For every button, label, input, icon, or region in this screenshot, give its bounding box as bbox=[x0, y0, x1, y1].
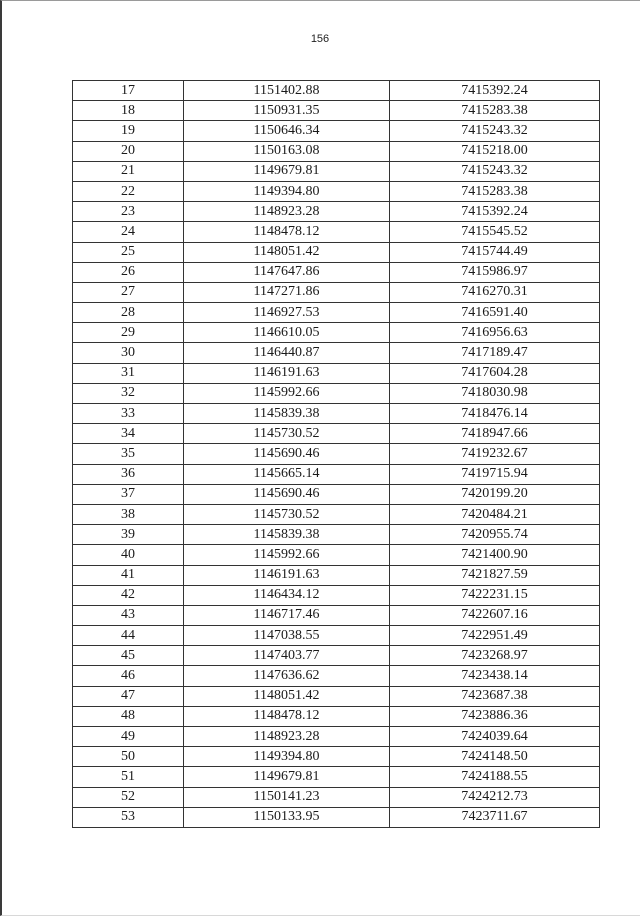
y-coordinate-cell: 7422231.15 bbox=[390, 585, 600, 605]
x-coordinate-cell: 1146610.05 bbox=[184, 323, 390, 343]
x-coordinate-cell: 1150133.95 bbox=[184, 807, 390, 827]
y-coordinate-cell: 7415218.00 bbox=[390, 141, 600, 161]
table-row bbox=[73, 666, 600, 686]
y-coordinate-cell: 7416956.63 bbox=[390, 323, 600, 343]
table-row bbox=[73, 383, 600, 403]
point-number-cell: 47 bbox=[73, 686, 184, 706]
table-row bbox=[73, 525, 600, 545]
y-coordinate-cell: 7423268.97 bbox=[390, 646, 600, 666]
coordinates-table-body bbox=[73, 81, 600, 828]
y-coordinate-cell: 7418030.98 bbox=[390, 383, 600, 403]
point-number-cell: 33 bbox=[73, 404, 184, 424]
table-row bbox=[73, 101, 600, 121]
point-number-cell: 18 bbox=[73, 101, 184, 121]
y-coordinate-cell: 7415986.97 bbox=[390, 262, 600, 282]
y-coordinate-cell: 7421400.90 bbox=[390, 545, 600, 565]
y-coordinate-cell: 7419715.94 bbox=[390, 464, 600, 484]
x-coordinate-cell: 1147038.55 bbox=[184, 626, 390, 646]
table-row bbox=[73, 545, 600, 565]
point-number-cell: 43 bbox=[73, 605, 184, 625]
x-coordinate-cell: 1145992.66 bbox=[184, 545, 390, 565]
point-number-cell: 48 bbox=[73, 706, 184, 726]
x-coordinate-cell: 1146927.53 bbox=[184, 303, 390, 323]
y-coordinate-cell: 7418947.66 bbox=[390, 424, 600, 444]
point-number-cell: 53 bbox=[73, 807, 184, 827]
y-coordinate-cell: 7420955.74 bbox=[390, 525, 600, 545]
x-coordinate-cell: 1149394.80 bbox=[184, 747, 390, 767]
y-coordinate-cell: 7416270.31 bbox=[390, 282, 600, 302]
point-number-cell: 19 bbox=[73, 121, 184, 141]
page-number: 156 bbox=[310, 33, 330, 45]
coordinates-table bbox=[72, 80, 600, 828]
y-coordinate-cell: 7417189.47 bbox=[390, 343, 600, 363]
table-row bbox=[73, 141, 600, 161]
x-coordinate-cell: 1146440.87 bbox=[184, 343, 390, 363]
table-row bbox=[73, 626, 600, 646]
table-row bbox=[73, 565, 600, 585]
y-coordinate-cell: 7415283.38 bbox=[390, 101, 600, 121]
table-row bbox=[73, 444, 600, 464]
table-row bbox=[73, 262, 600, 282]
point-number-cell: 28 bbox=[73, 303, 184, 323]
x-coordinate-cell: 1149679.81 bbox=[184, 767, 390, 787]
x-coordinate-cell: 1150931.35 bbox=[184, 101, 390, 121]
y-coordinate-cell: 7424039.64 bbox=[390, 727, 600, 747]
table-row bbox=[73, 686, 600, 706]
point-number-cell: 36 bbox=[73, 464, 184, 484]
table-row bbox=[73, 202, 600, 222]
y-coordinate-cell: 7424148.50 bbox=[390, 747, 600, 767]
x-coordinate-cell: 1146434.12 bbox=[184, 585, 390, 605]
x-coordinate-cell: 1145992.66 bbox=[184, 383, 390, 403]
point-number-cell: 39 bbox=[73, 525, 184, 545]
point-number-cell: 22 bbox=[73, 181, 184, 201]
x-coordinate-cell: 1151402.88 bbox=[184, 81, 390, 101]
x-coordinate-cell: 1149394.80 bbox=[184, 181, 390, 201]
y-coordinate-cell: 7416591.40 bbox=[390, 303, 600, 323]
point-number-cell: 27 bbox=[73, 282, 184, 302]
table-row bbox=[73, 646, 600, 666]
point-number-cell: 40 bbox=[73, 545, 184, 565]
point-number-cell: 26 bbox=[73, 262, 184, 282]
table-row bbox=[73, 323, 600, 343]
point-number-cell: 44 bbox=[73, 626, 184, 646]
table-row bbox=[73, 767, 600, 787]
y-coordinate-cell: 7420199.20 bbox=[390, 484, 600, 504]
y-coordinate-cell: 7423438.14 bbox=[390, 666, 600, 686]
x-coordinate-cell: 1148478.12 bbox=[184, 222, 390, 242]
x-coordinate-cell: 1148478.12 bbox=[184, 706, 390, 726]
point-number-cell: 23 bbox=[73, 202, 184, 222]
x-coordinate-cell: 1145665.14 bbox=[184, 464, 390, 484]
point-number-cell: 51 bbox=[73, 767, 184, 787]
x-coordinate-cell: 1147647.86 bbox=[184, 262, 390, 282]
y-coordinate-cell: 7423687.38 bbox=[390, 686, 600, 706]
table-row bbox=[73, 484, 600, 504]
table-row bbox=[73, 303, 600, 323]
y-coordinate-cell: 7418476.14 bbox=[390, 404, 600, 424]
point-number-cell: 24 bbox=[73, 222, 184, 242]
y-coordinate-cell: 7415545.52 bbox=[390, 222, 600, 242]
table-row bbox=[73, 161, 600, 181]
table-row bbox=[73, 464, 600, 484]
table-row bbox=[73, 585, 600, 605]
point-number-cell: 41 bbox=[73, 565, 184, 585]
x-coordinate-cell: 1148051.42 bbox=[184, 242, 390, 262]
x-coordinate-cell: 1145839.38 bbox=[184, 404, 390, 424]
point-number-cell: 45 bbox=[73, 646, 184, 666]
point-number-cell: 29 bbox=[73, 323, 184, 343]
y-coordinate-cell: 7422607.16 bbox=[390, 605, 600, 625]
table-row bbox=[73, 807, 600, 827]
point-number-cell: 49 bbox=[73, 727, 184, 747]
x-coordinate-cell: 1148923.28 bbox=[184, 727, 390, 747]
table-row bbox=[73, 504, 600, 524]
point-number-cell: 32 bbox=[73, 383, 184, 403]
x-coordinate-cell: 1150163.08 bbox=[184, 141, 390, 161]
table-row bbox=[73, 343, 600, 363]
y-coordinate-cell: 7415744.49 bbox=[390, 242, 600, 262]
point-number-cell: 38 bbox=[73, 504, 184, 524]
y-coordinate-cell: 7415392.24 bbox=[390, 81, 600, 101]
x-coordinate-cell: 1150141.23 bbox=[184, 787, 390, 807]
y-coordinate-cell: 7415283.38 bbox=[390, 181, 600, 201]
point-number-cell: 46 bbox=[73, 666, 184, 686]
y-coordinate-cell: 7421827.59 bbox=[390, 565, 600, 585]
point-number-cell: 35 bbox=[73, 444, 184, 464]
table-row bbox=[73, 81, 600, 101]
x-coordinate-cell: 1145730.52 bbox=[184, 504, 390, 524]
table-row bbox=[73, 242, 600, 262]
point-number-cell: 52 bbox=[73, 787, 184, 807]
y-coordinate-cell: 7415392.24 bbox=[390, 202, 600, 222]
x-coordinate-cell: 1149679.81 bbox=[184, 161, 390, 181]
x-coordinate-cell: 1147403.77 bbox=[184, 646, 390, 666]
table-row bbox=[73, 424, 600, 444]
y-coordinate-cell: 7415243.32 bbox=[390, 161, 600, 181]
y-coordinate-cell: 7424212.73 bbox=[390, 787, 600, 807]
x-coordinate-cell: 1147271.86 bbox=[184, 282, 390, 302]
x-coordinate-cell: 1145690.46 bbox=[184, 484, 390, 504]
x-coordinate-cell: 1145730.52 bbox=[184, 424, 390, 444]
point-number-cell: 37 bbox=[73, 484, 184, 504]
x-coordinate-cell: 1146191.63 bbox=[184, 565, 390, 585]
x-coordinate-cell: 1146717.46 bbox=[184, 605, 390, 625]
point-number-cell: 17 bbox=[73, 81, 184, 101]
table-row bbox=[73, 747, 600, 767]
point-number-cell: 34 bbox=[73, 424, 184, 444]
x-coordinate-cell: 1148923.28 bbox=[184, 202, 390, 222]
x-coordinate-cell: 1147636.62 bbox=[184, 666, 390, 686]
table-row bbox=[73, 727, 600, 747]
table-row bbox=[73, 605, 600, 625]
point-number-cell: 21 bbox=[73, 161, 184, 181]
point-number-cell: 50 bbox=[73, 747, 184, 767]
point-number-cell: 30 bbox=[73, 343, 184, 363]
x-coordinate-cell: 1145690.46 bbox=[184, 444, 390, 464]
table-row bbox=[73, 363, 600, 383]
y-coordinate-cell: 7420484.21 bbox=[390, 504, 600, 524]
table-row bbox=[73, 282, 600, 302]
y-coordinate-cell: 7417604.28 bbox=[390, 363, 600, 383]
y-coordinate-cell: 7424188.55 bbox=[390, 767, 600, 787]
x-coordinate-cell: 1146191.63 bbox=[184, 363, 390, 383]
point-number-cell: 25 bbox=[73, 242, 184, 262]
y-coordinate-cell: 7415243.32 bbox=[390, 121, 600, 141]
table-row bbox=[73, 181, 600, 201]
x-coordinate-cell: 1145839.38 bbox=[184, 525, 390, 545]
y-coordinate-cell: 7423886.36 bbox=[390, 706, 600, 726]
point-number-cell: 20 bbox=[73, 141, 184, 161]
point-number-cell: 42 bbox=[73, 585, 184, 605]
y-coordinate-cell: 7423711.67 bbox=[390, 807, 600, 827]
x-coordinate-cell: 1150646.34 bbox=[184, 121, 390, 141]
table-row bbox=[73, 404, 600, 424]
table-row bbox=[73, 222, 600, 242]
x-coordinate-cell: 1148051.42 bbox=[184, 686, 390, 706]
table-row bbox=[73, 706, 600, 726]
y-coordinate-cell: 7419232.67 bbox=[390, 444, 600, 464]
y-coordinate-cell: 7422951.49 bbox=[390, 626, 600, 646]
table-row bbox=[73, 787, 600, 807]
point-number-cell: 31 bbox=[73, 363, 184, 383]
table-row bbox=[73, 121, 600, 141]
